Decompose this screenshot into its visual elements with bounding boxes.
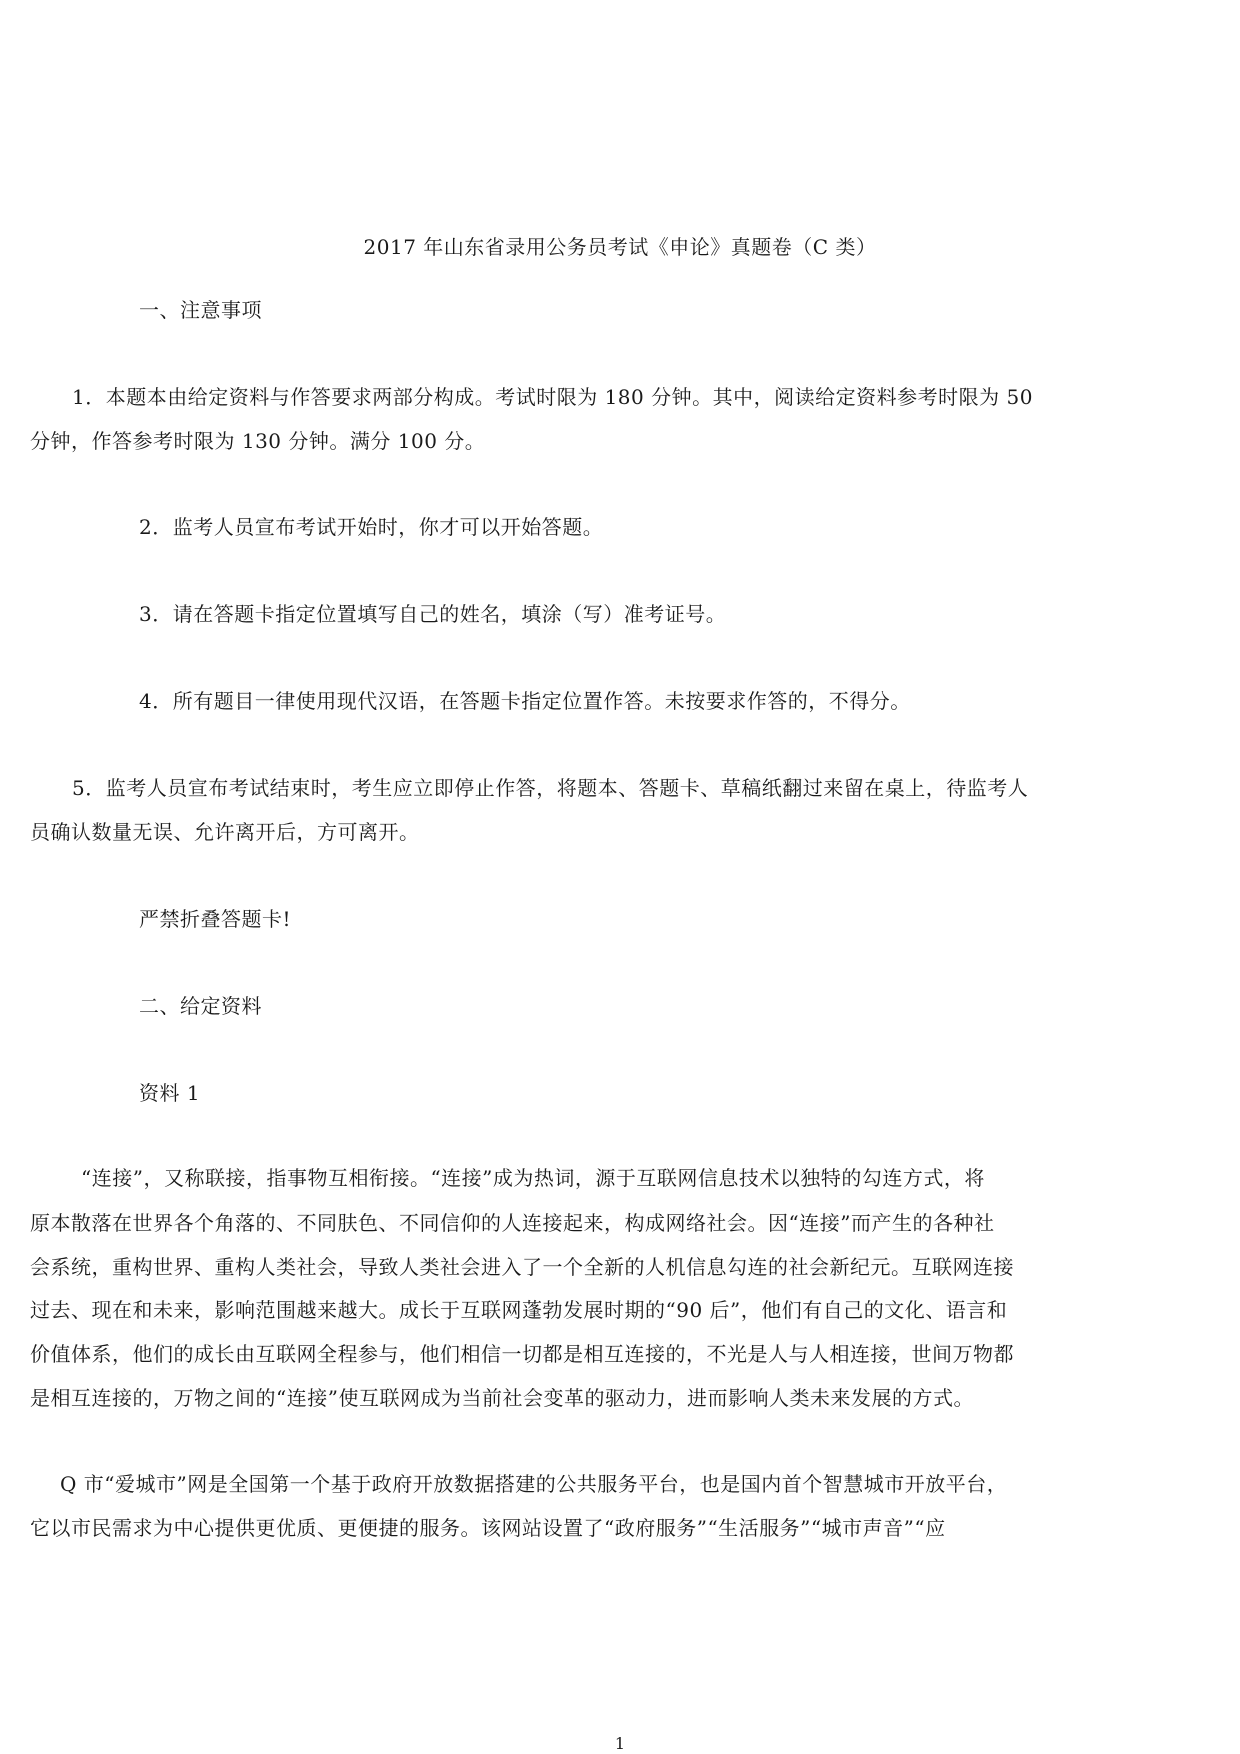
- material-label: 资料 1: [139, 1081, 201, 1105]
- paragraph-1-line-3: 会系统，重构世界、重构人类社会，导致人类社会进入了一个全新的人机信息勾连的社会新纪元。互联网连接: [30, 1255, 1014, 1279]
- paragraph-1-line-6: 是相互连接的，万物之间的“连接”使互联网成为当前社会变革的驱动力，进而影响人类未来发展的方式。: [30, 1386, 974, 1410]
- paragraph-2-line-2: 它以市民需求为中心提供更优质、更便捷的服务。该网站设置了“政府服务”“生活服务”“城市声音”“应: [30, 1516, 946, 1540]
- paragraph-1-line-2: 原本散落在世界各个角落的、不同肤色、不同信仰的人连接起来，构成网络社会。因“连接”而产生的各种社: [30, 1211, 995, 1235]
- warning-text: 严禁折叠答题卡!: [139, 907, 292, 931]
- note-2: 2．监考人员宣布考试开始时，你才可以开始答题。: [139, 515, 604, 539]
- document-title: 2017 年山东省录用公务员考试《申论》真题卷（C 类）: [363, 235, 877, 259]
- paragraph-1-line-1: “连接”，又称联接，指事物互相衔接。“连接”成为热词，源于互联网信息技术以独特的勾连方式，将: [81, 1166, 985, 1190]
- paragraph-1-line-5: 价值体系，他们的成长由互联网全程参与，他们相信一切都是相互连接的，不光是人与人相连接，世间万物都: [30, 1342, 1014, 1366]
- section-heading-materials: 二、给定资料: [139, 994, 262, 1018]
- paragraph-1-line-4: 过去、现在和未来，影响范围越来越大。成长于互联网蓬勃发展时期的“90 后”，他们有自己的文化、语言和: [30, 1298, 1008, 1322]
- note-1-line-2: 分钟，作答参考时限为 130 分钟。满分 100 分。: [30, 429, 486, 453]
- note-5-line-2: 员确认数量无误、允许离开后，方可离开。: [30, 820, 420, 844]
- note-3: 3．请在答题卡指定位置填写自己的姓名，填涂（写）准考证号。: [139, 602, 727, 626]
- note-5-line-1: 5．监考人员宣布考试结束时，考生应立即停止作答，将题本、答题卡、草稿纸翻过来留在桌上，待监考人: [72, 776, 1029, 800]
- section-heading-notes: 一、注意事项: [139, 298, 262, 322]
- note-4: 4．所有题目一律使用现代汉语，在答题卡指定位置作答。未按要求作答的，不得分。: [139, 689, 911, 713]
- note-1-line-1: 1．本题本由给定资料与作答要求两部分构成。考试时限为 180 分钟。其中，阅读给定资料参考时限为 50: [72, 385, 1033, 409]
- page-number: 1: [614, 1734, 626, 1753]
- paragraph-2-line-1: Q 市“爱城市”网是全国第一个基于政府开放数据搭建的公共服务平台，也是国内首个智慧城市开放平台，: [60, 1472, 1008, 1496]
